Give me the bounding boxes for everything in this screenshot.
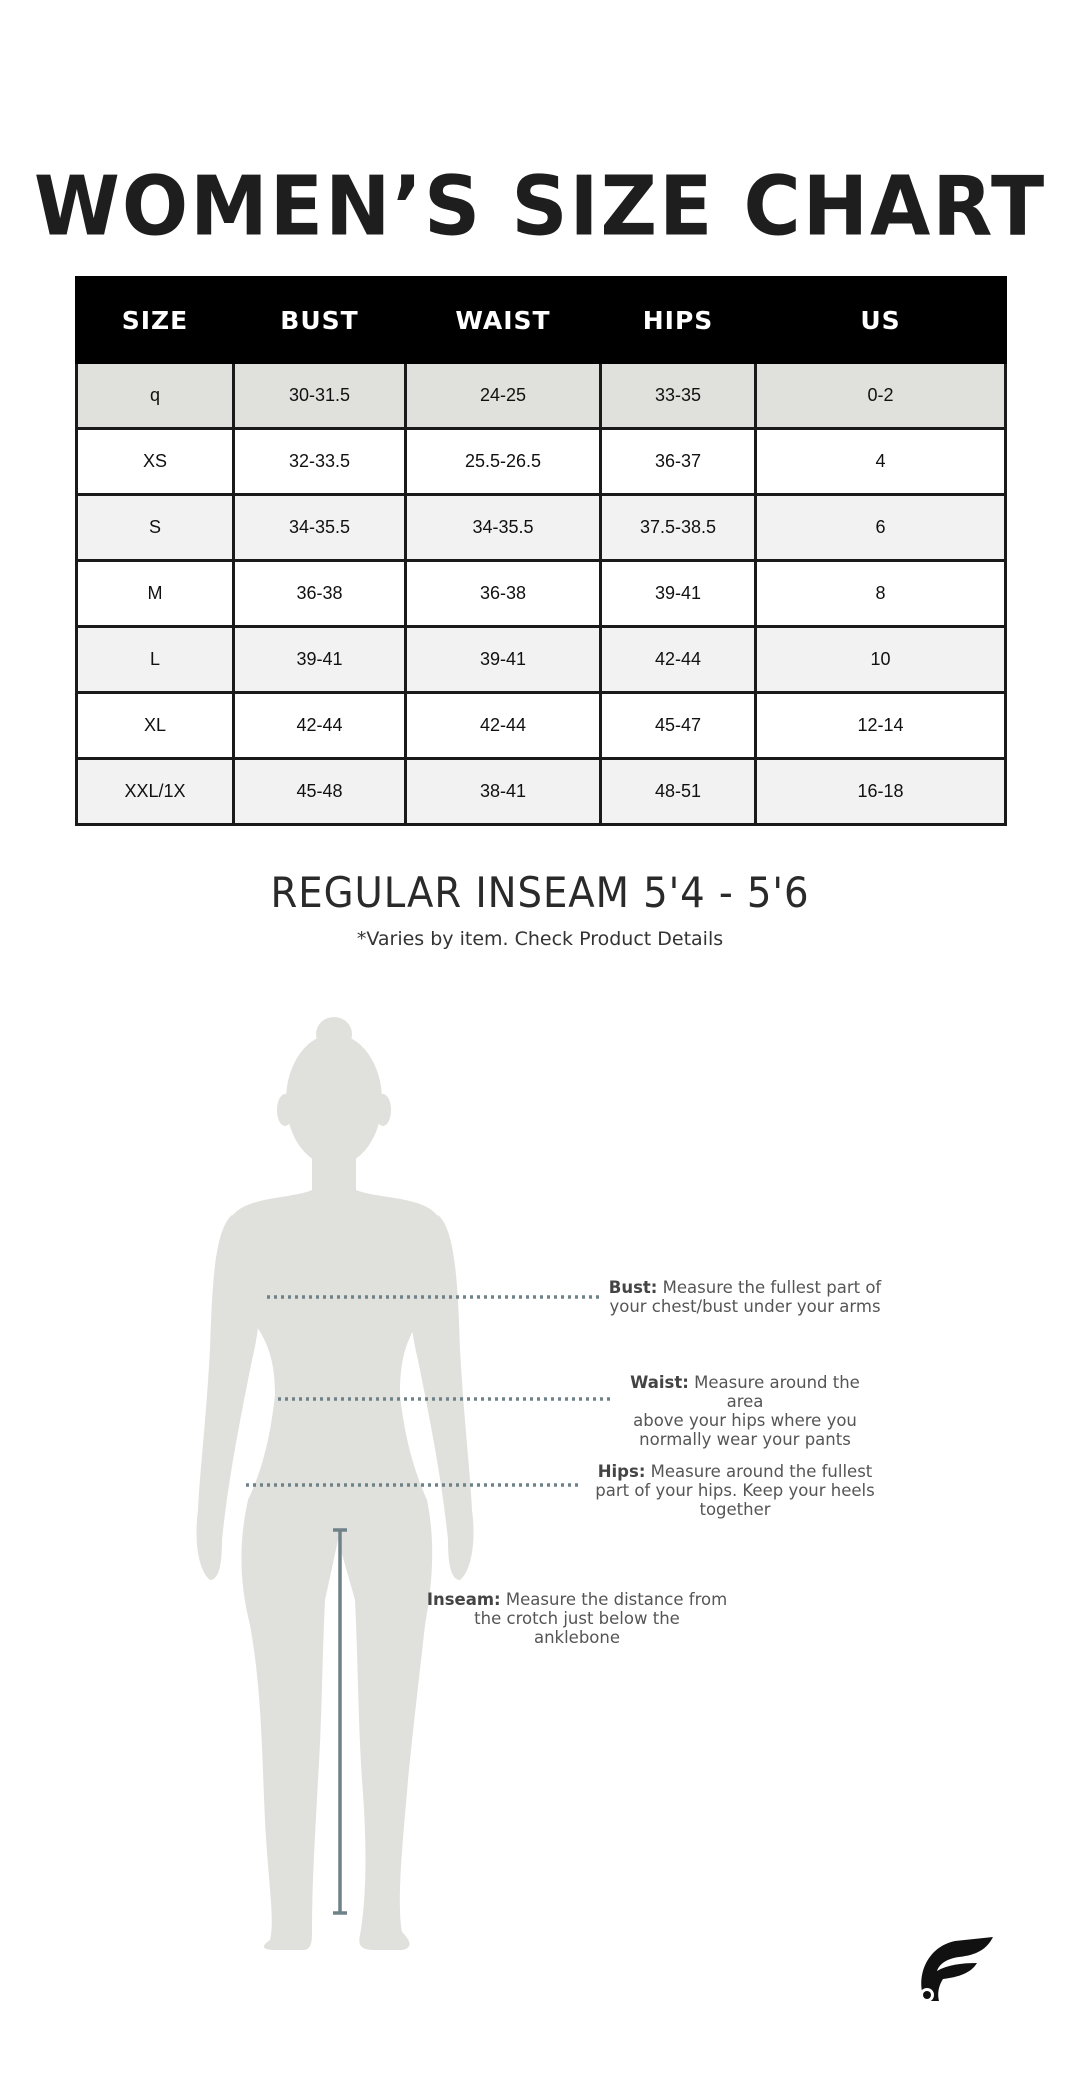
waist-note (610, 1373, 880, 1449)
cell-size: L (77, 627, 234, 693)
cell-waist: 24-25 (406, 363, 601, 429)
inseam-title: REGULAR INSEAM 5'4 - 5'6 (270, 868, 810, 917)
cell-us: 6 (756, 495, 1006, 561)
body-silhouette-icon (197, 1017, 474, 1950)
bust-note (600, 1278, 890, 1316)
waist-text-2: above your hips where you (633, 1411, 857, 1430)
cell-waist: 34-35.5 (406, 495, 601, 561)
cell-waist: 39-41 (406, 627, 601, 693)
cell-size: XL (77, 693, 234, 759)
cell-bust: 39-41 (234, 627, 406, 693)
cell-hips: 45-47 (601, 693, 756, 759)
cell-bust: 45-48 (234, 759, 406, 825)
cell-us: 8 (756, 561, 1006, 627)
cell-waist: 38-41 (406, 759, 601, 825)
cell-bust: 42-44 (234, 693, 406, 759)
cell-us: 16-18 (756, 759, 1006, 825)
cell-size: q (77, 363, 234, 429)
cell-bust: 32-33.5 (234, 429, 406, 495)
cell-us: 10 (756, 627, 1006, 693)
cell-hips: 42-44 (601, 627, 756, 693)
cell-waist: 36-38 (406, 561, 601, 627)
cell-bust: 30-31.5 (234, 363, 406, 429)
waist-text-1: Measure around the area (688, 1373, 860, 1411)
cell-size: S (77, 495, 234, 561)
waist-label: Waist: (630, 1373, 689, 1392)
cell-bust: 36-38 (234, 561, 406, 627)
hips-label: Hips: (597, 1462, 646, 1481)
inseam-measure-note (422, 1590, 732, 1647)
bust-label: Bust: (608, 1278, 658, 1297)
cell-hips: 37.5-38.5 (601, 495, 756, 561)
header-size: SIZE (77, 278, 234, 363)
cell-us: 12-14 (756, 693, 1006, 759)
hips-note (585, 1462, 885, 1519)
header-hips: HIPS (601, 278, 756, 363)
cell-hips: 33-35 (601, 363, 756, 429)
bust-text-2: your chest/bust under your arms (609, 1297, 881, 1316)
bust-text-1: Measure the fullest part of (657, 1278, 882, 1297)
inseam-text-1: Measure the distance from (500, 1590, 728, 1609)
inseam-text-2: the crotch just below the (474, 1609, 680, 1628)
hips-text-3: together (699, 1500, 771, 1519)
cell-hips: 48-51 (601, 759, 756, 825)
cell-waist: 25.5-26.5 (406, 429, 601, 495)
hips-text-1: Measure around the fullest (645, 1462, 873, 1481)
inseam-note: *Varies by item. Check Product Details (356, 928, 724, 950)
waist-text-3: normally wear your pants (639, 1430, 851, 1449)
inseam-label: Inseam: (426, 1590, 501, 1609)
cell-size: M (77, 561, 234, 627)
cell-hips: 39-41 (601, 561, 756, 627)
inseam-text-3: anklebone (533, 1628, 621, 1647)
cell-us: 0-2 (756, 363, 1006, 429)
header-us: US (756, 278, 1006, 363)
header-waist: WAIST (406, 278, 601, 363)
hips-text-2: part of your hips. Keep your heels (595, 1481, 875, 1500)
brand-logo-icon (915, 1935, 995, 2005)
cell-hips: 36-37 (601, 429, 756, 495)
page-title: WOMEN’S SIZE CHART (33, 159, 1047, 255)
cell-size: XS (77, 429, 234, 495)
cell-bust: 34-35.5 (234, 495, 406, 561)
cell-us: 4 (756, 429, 1006, 495)
inseam-measure-line (333, 1530, 347, 1913)
header-bust: BUST (234, 278, 406, 363)
cell-size: XXL/1X (77, 759, 234, 825)
cell-waist: 42-44 (406, 693, 601, 759)
